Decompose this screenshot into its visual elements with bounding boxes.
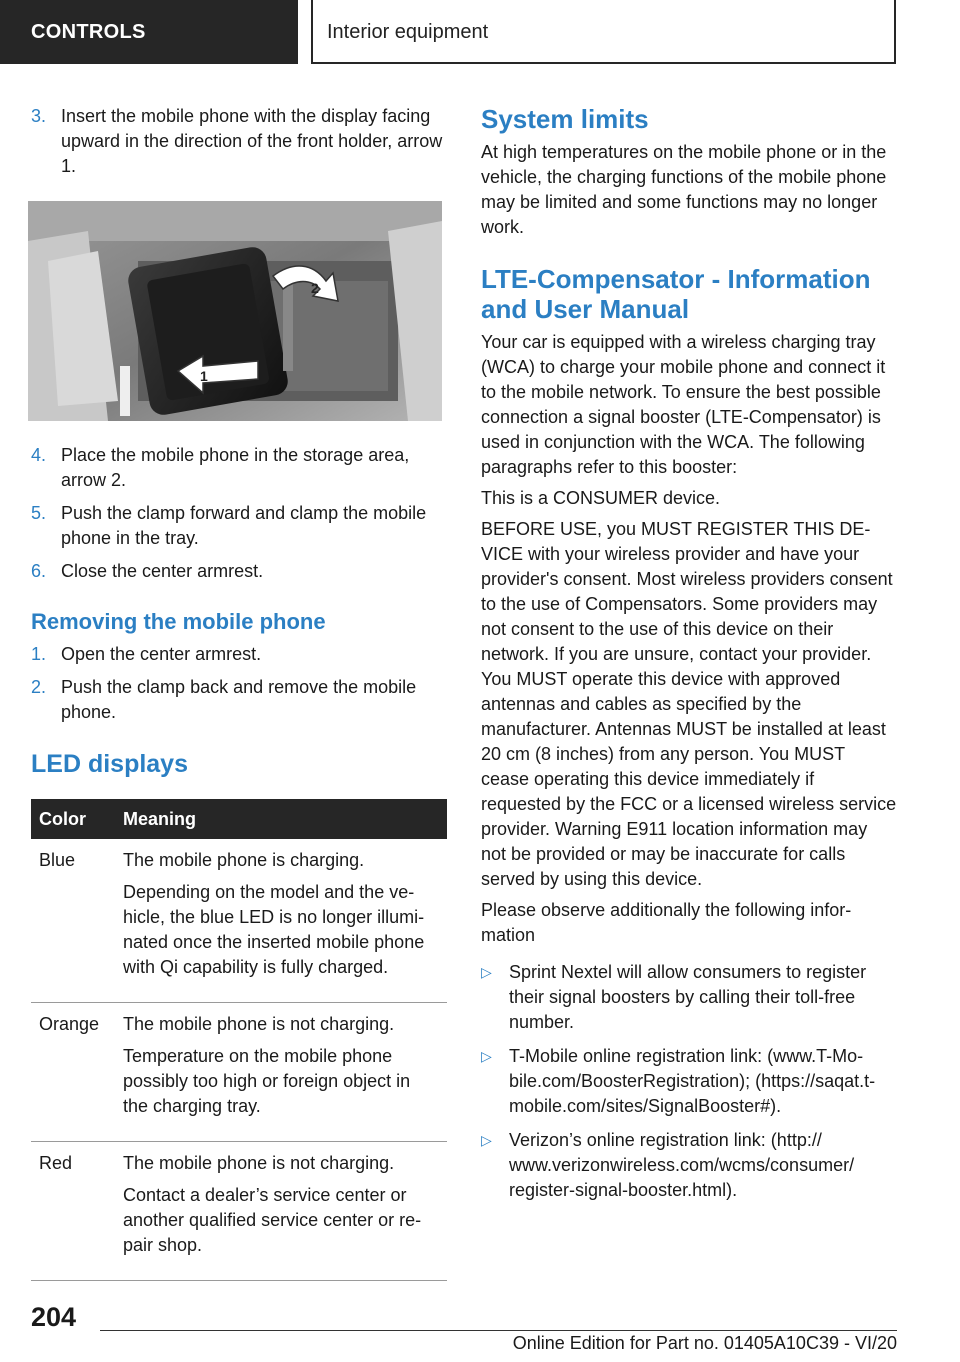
column-header-color: Color xyxy=(31,799,115,839)
table-row xyxy=(31,839,447,1003)
chapter-title: Interior equipment xyxy=(311,0,896,64)
step-number: 6. xyxy=(31,561,47,581)
step-text: Push the clamp forward and clamp the mobile phone in the tray. xyxy=(61,503,427,548)
step-number: 4. xyxy=(31,445,47,465)
step-number: 2. xyxy=(31,677,47,697)
meaning-detail: Contact a dealer’s service center or another qualified service center or repair shop. xyxy=(123,1185,422,1255)
table-row xyxy=(31,1003,447,1142)
color-cell: Blue xyxy=(31,839,115,1003)
step-item xyxy=(31,501,449,551)
step-text: Push the clamp back and remove the mobile phone. xyxy=(61,677,417,722)
meaning-line: The mobile phone is not charging. xyxy=(123,1014,395,1034)
step-number: 3. xyxy=(31,106,47,126)
step-item xyxy=(31,443,449,493)
phone-insertion-photo xyxy=(28,201,442,421)
step-item xyxy=(31,559,449,584)
step-text: Insert the mobile phone with the display facing upward in the direction of the front holder, arrow 1. xyxy=(61,106,443,176)
paragraph: Your car is equipped with a wireless charging tray (WCA) to charge your mobile phone and connect it to the mobile network. To ensure the best possible connection a signal booster (LTE-Compensator) is used in conjunction with the WCA. The following paragraphs refer to this booster: xyxy=(481,332,886,477)
triangle-bullet-icon: ▷ xyxy=(481,964,492,980)
table-header-row xyxy=(31,799,447,839)
step-item xyxy=(31,675,449,725)
color-cell: Orange xyxy=(31,1003,115,1142)
right-column xyxy=(481,104,897,1212)
bullet-text: Sprint Nextel will allow consumers to register their signal boosters by calling their toll-free number. xyxy=(509,962,867,1032)
step-item xyxy=(31,104,449,179)
paragraph: Please observe additionally the following information xyxy=(481,900,852,945)
meaning-detail: Depending on the model and the vehicle, the blue LED is no longer illuminated once the inserted mobile phone with Qi capability is fully charged. xyxy=(123,882,425,977)
meaning-line: The mobile phone is charging. xyxy=(123,850,365,870)
system-limits-text: At high temperatures on the mobile phone or in the vehicle, the charging functions of the mobile phone may be limited and some functions may no longer work. xyxy=(481,142,887,237)
step-text: Open the center armrest. xyxy=(61,644,262,664)
meaning-cell xyxy=(115,1003,447,1142)
system-limits-heading: System limits xyxy=(481,104,649,134)
paragraph: This is a CONSUMER device. xyxy=(481,488,721,508)
column-header-meaning: Meaning xyxy=(115,799,447,839)
step-number: 5. xyxy=(31,503,47,523)
triangle-bullet-icon: ▷ xyxy=(481,1132,492,1148)
paragraph: BEFORE USE, you MUST REGISTER THIS DEVICE with your wireless provider and have your provider's consent. Most wireless providers consent to the use of Compensators. Some providers may not consent to the use of this device on their network. If you are unsure, contact your provider. You MUST operate this device with approved antennas and cables as specified by the manufacturer. Antennas MUST be installed at least 20 cm (8 inches) from any person. You MUST cease operating this device immediately if requested by the FCC or a licensed wireless service provider. Warning E911 location information may not be provided or may be inaccurate for calls served by using this device. xyxy=(481,519,897,889)
lte-heading: LTE-Compensator - Information and User Manual xyxy=(481,264,871,324)
table-row xyxy=(31,1142,447,1281)
edition-text: Online Edition for Part no. 01405A10C39 - VI/20 xyxy=(512,1333,897,1353)
section-tab: CONTROLS xyxy=(0,0,298,64)
meaning-cell xyxy=(115,839,447,1003)
step-item xyxy=(31,642,449,667)
meaning-cell xyxy=(115,1142,447,1281)
bullet-text: Verizon’s online registration link: (http://​www.verizonwireless.com/wcms/consumer/​register-signal-booster.html). xyxy=(509,1130,855,1200)
removing-heading: Removing the mobile phone xyxy=(31,609,326,634)
meaning-detail: Temperature on the mobile phone possibly too high or foreign object in the charging tray. xyxy=(123,1046,411,1116)
led-table xyxy=(31,799,447,1281)
left-column xyxy=(31,104,449,1281)
svg-text:2: 2 xyxy=(311,280,319,296)
led-displays-heading: LED displays xyxy=(31,750,188,778)
meaning-line: The mobile phone is not charging. xyxy=(123,1153,395,1173)
color-cell: Red xyxy=(31,1142,115,1281)
step-text: Place the mobile phone in the storage area, arrow 2. xyxy=(61,445,410,490)
step-text: Close the center armrest. xyxy=(61,561,264,581)
list-item xyxy=(481,1128,897,1203)
page-header xyxy=(0,0,960,66)
triangle-bullet-icon: ▷ xyxy=(481,1048,492,1064)
list-item xyxy=(481,960,897,1035)
footer-rule xyxy=(100,1330,897,1331)
svg-text:1: 1 xyxy=(200,368,208,384)
step-number: 1. xyxy=(31,644,47,664)
list-item xyxy=(481,1044,897,1119)
page-number: 204 xyxy=(31,1302,77,1332)
bullet-text: T-Mobile online registration link: (www.T-Mobile.com/BoosterRegistration); (https://saqat.t-mobile.com/sites/SignalBooster#). xyxy=(509,1046,876,1116)
